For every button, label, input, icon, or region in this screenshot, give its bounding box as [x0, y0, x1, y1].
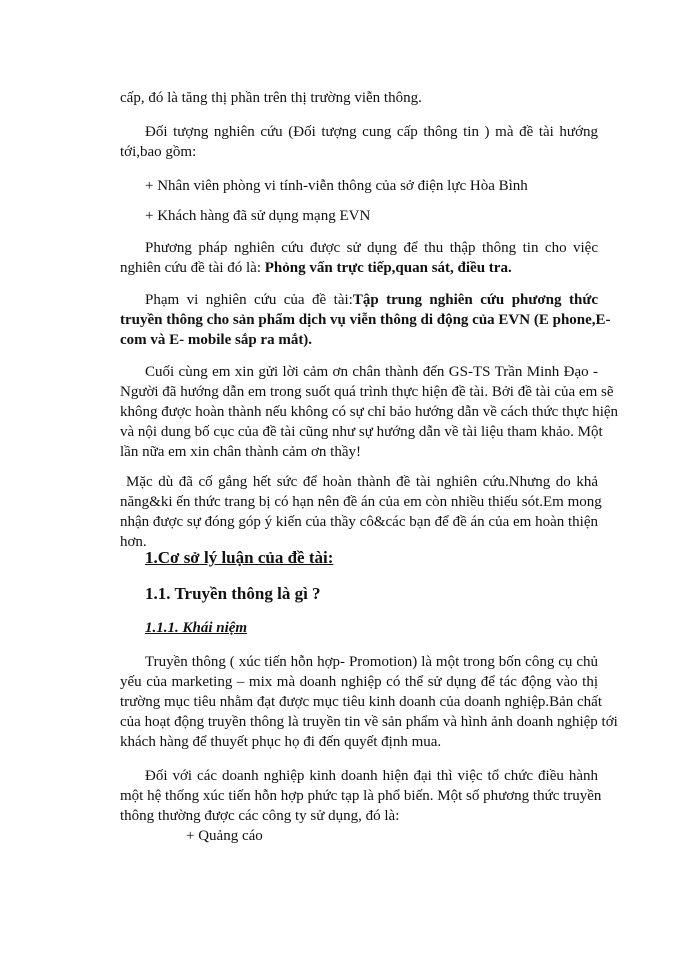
- paragraph-line: Đối tượng nghiên cứu (Đối tượng cung cấp thông tin ) mà đề tài hướng: [145, 124, 598, 140]
- paragraph-line: Đối với các doanh nghiệp kinh doanh hiện đại thì việc tổ chức điều hành: [145, 768, 598, 784]
- paragraph-line: yếu của marketing – mix mà doanh nghiệp có thể sử dụng để tác động vào thị: [120, 674, 598, 690]
- heading-1: 1.Cơ sở lý luận của đề tài:: [145, 548, 334, 567]
- bullet-item: + Nhân viên phòng vi tính-viễn thông của sở điện lực Hòa Bình: [145, 178, 528, 194]
- paragraph-text: nghiên cứu đề tài đó là:: [120, 260, 265, 276]
- paragraph-line: khách hàng để thuyết phục họ đi đến quyết định mua.: [120, 734, 442, 750]
- paragraph-line: một hệ thống xúc tiến hỗn hợp phức tạp là phổ biến. Một số phương thức truyền: [120, 788, 602, 804]
- bold-text: Tập trung nghiên cứu phương thức: [352, 292, 598, 308]
- bullet-item: + Quảng cáo: [186, 828, 263, 844]
- paragraph-line: Người đã hướng dẫn em trong suốt quá trình thực hiện đề tài. Bởi đề tài của em sẽ: [120, 384, 614, 400]
- paragraph-line: cấp, đó là tăng thị phần trên thị trường viễn thông.: [120, 90, 422, 106]
- paragraph-line: Mặc dù đã cố gắng hết sức để hoàn thành đề tài nghiên cứu.Nhưng do khả: [126, 474, 598, 490]
- paragraph-line: không được hoàn thành nếu không có sự chỉ bảo hướng dẫn về cách thức thực hiện: [120, 404, 619, 420]
- paragraph-line: nhận được sự đóng góp ý kiến của thầy cô&các bạn để đề án của em hoàn thiện: [120, 514, 598, 530]
- paragraph-line: Cuối cùng em xin gửi lời cảm ơn chân thành đến GS-TS Trần Minh Đạo -: [145, 364, 598, 380]
- paragraph-line: hơn.: [120, 534, 147, 550]
- paragraph-line: tới,bao gồm:: [120, 144, 197, 160]
- heading-1-1-1: 1.1.1. Khái niệm: [145, 620, 248, 636]
- paragraph-line: lần nữa em xin chân thành cảm ơn thầy!: [120, 444, 361, 460]
- paragraph-line: và nội dung bố cục của đề tài cũng như sự hướng dẫn về tài liệu tham khảo. Một: [120, 424, 603, 440]
- paragraph-line: truyền thông cho sản phẩm dịch vụ viễn thông di động của EVN (E phone,E-: [120, 312, 611, 328]
- paragraph-line: của hoạt động truyền thông là truyền tin về sản phẩm và hình ảnh doanh nghiệp tới: [120, 714, 618, 730]
- paragraph-line: Truyền thông ( xúc tiến hỗn hợp- Promotion) là một trong bốn công cụ chủ: [145, 654, 598, 670]
- paragraph-text: Phạm vi nghiên cứu của đề tài:: [145, 292, 353, 308]
- heading-1-1: 1.1. Truyền thông là gì ?: [145, 584, 321, 603]
- paragraph-line: [145, 290, 598, 310]
- bold-text: Phỏng vấn trực tiếp,quan sát, điều tra.: [264, 260, 512, 276]
- paragraph-line: [120, 258, 598, 278]
- paragraph-line: com và E- mobile sắp ra mắt).: [120, 332, 313, 348]
- paragraph-line: Phương pháp nghiên cứu được sử dụng để thu thập thông tin cho việc: [145, 240, 598, 256]
- paragraph-line: thông thường được các công ty sử dụng, đó là:: [120, 808, 400, 824]
- paragraph-line: trường mục tiêu nhằm đạt được mục tiêu kinh doanh của doanh nghiệp.Bản chất: [120, 694, 602, 710]
- bullet-item: + Khách hàng đã sử dụng mạng EVN: [145, 208, 371, 224]
- paragraph-line: năng&ki ến thức trang bị có hạn nên đề án của em còn nhiều thiếu sót.Em mong: [120, 494, 602, 510]
